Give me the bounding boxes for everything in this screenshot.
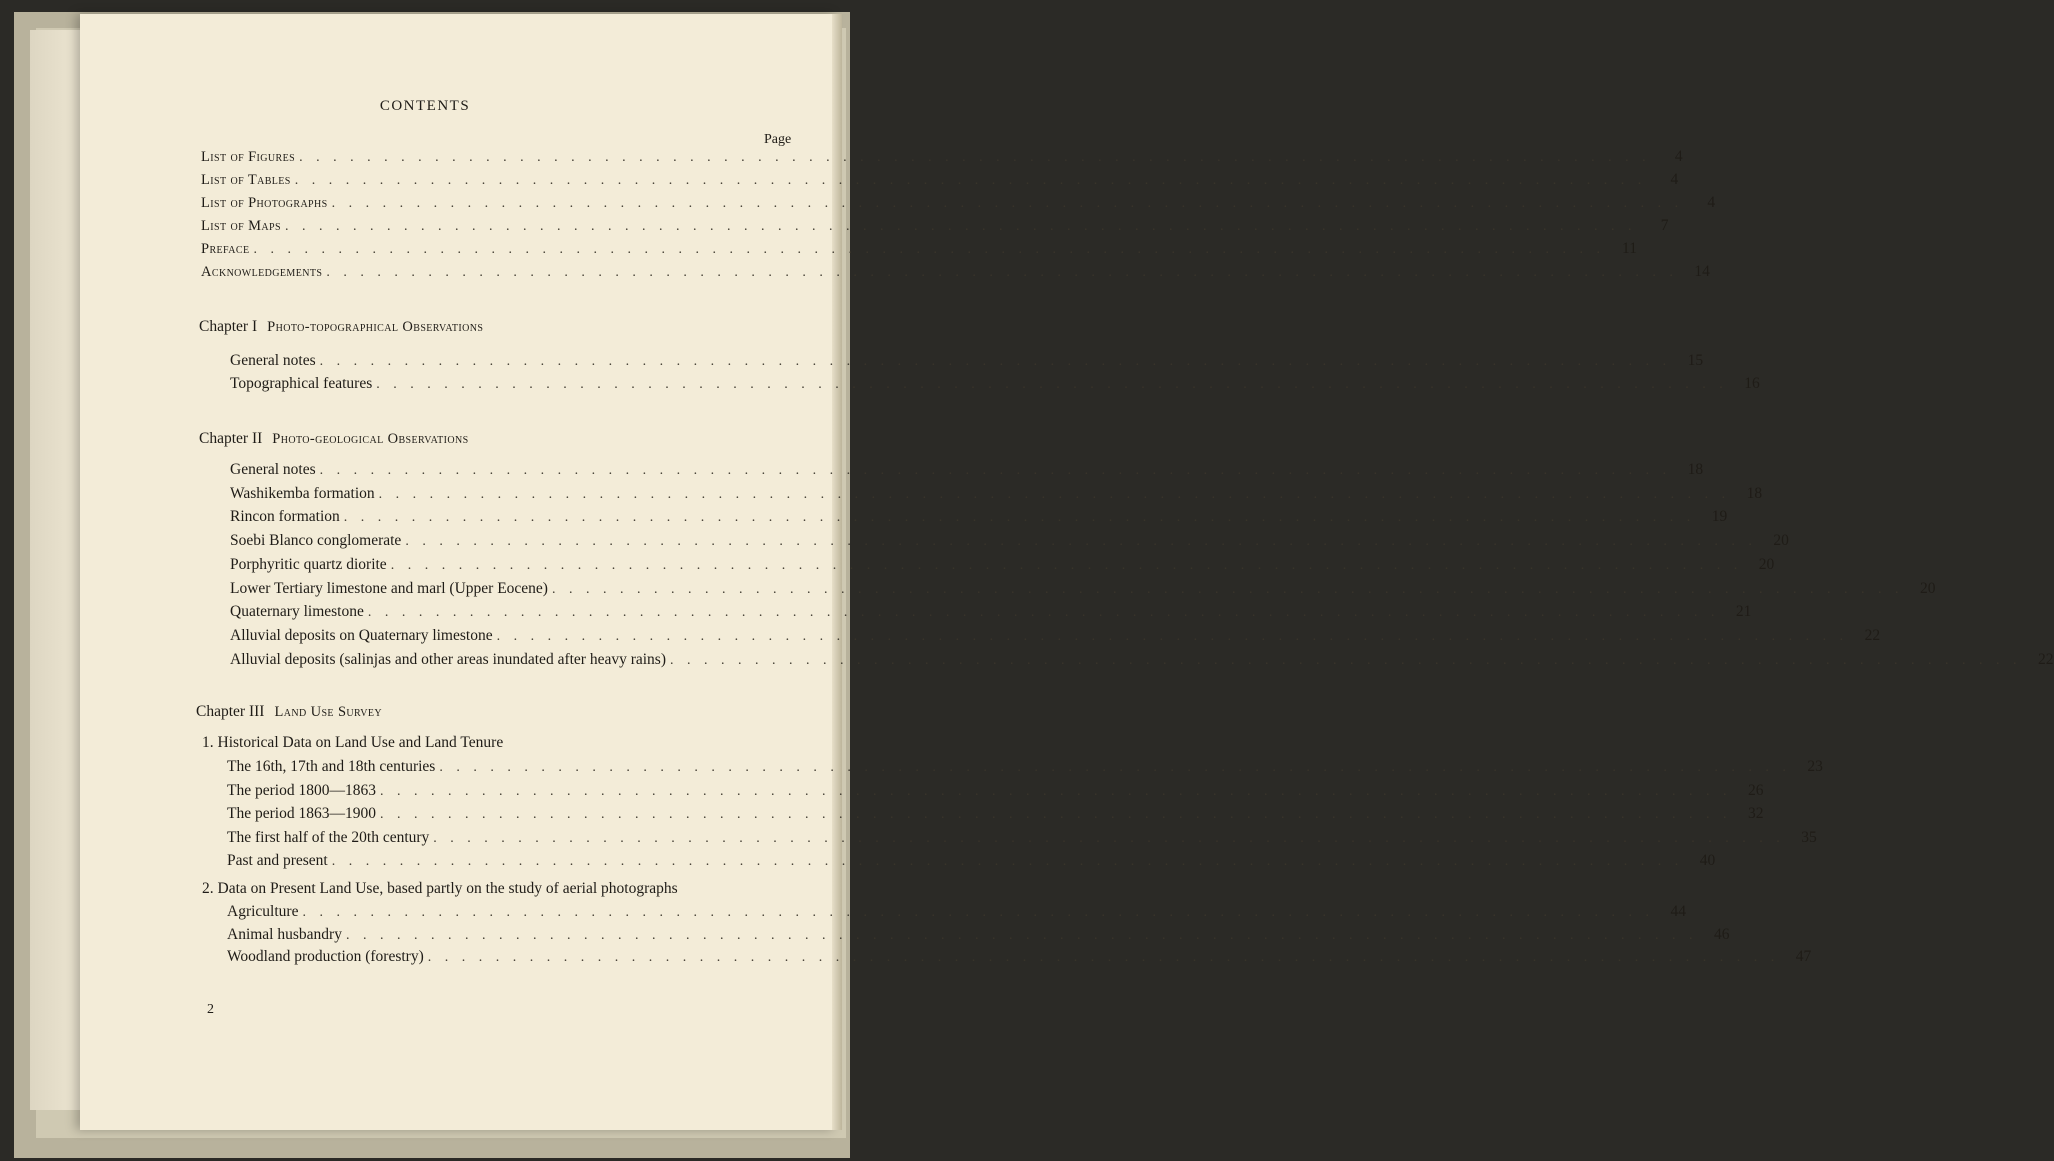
dot-leader: . . . . . . . . . . . . . . . . . . . . . . . . . . . . . . . . . . . . . . . . . . . . . . . . . . . . . . . . . . . . . . . . . . . . . . . . . . . . . . . . bbox=[299, 150, 1651, 165]
chapter-title: Land Use Survey bbox=[274, 704, 383, 720]
chapter-title: Photo-geological Observations bbox=[272, 431, 469, 447]
entry-title: The period 1800—1863 bbox=[227, 782, 376, 799]
front-matter-entry bbox=[201, 240, 1637, 262]
chapter-number: Chapter III bbox=[196, 703, 265, 720]
entry-page-number: 22 bbox=[1864, 627, 1881, 644]
entry-title: Animal husbandry bbox=[227, 926, 342, 943]
chapter-1-heading bbox=[199, 318, 483, 336]
entry-page-number: 14 bbox=[1694, 263, 1710, 280]
chapter-title: Photo-topographical Observations bbox=[267, 319, 484, 335]
chapter-3-heading bbox=[196, 703, 382, 721]
entry-title: List of Figures bbox=[201, 149, 296, 165]
chapter-number: Chapter I bbox=[199, 318, 258, 335]
entry-title: Quaternary limestone bbox=[230, 603, 364, 620]
section-2-entry bbox=[227, 926, 1730, 948]
entry-page-number: 20 bbox=[1773, 532, 1789, 549]
entry-title: Rincon formation bbox=[230, 508, 340, 525]
entry-title: Porphyritic quartz diorite bbox=[230, 556, 387, 573]
chapter-1-entry bbox=[230, 352, 1704, 374]
section-2-heading: 2. Data on Present Land Use, based partly on the study of aerial photographs bbox=[202, 880, 678, 897]
entry-page-number: 7 bbox=[1660, 217, 1669, 234]
entry-title: The first half of the 20th century bbox=[227, 829, 430, 846]
section-1-entry bbox=[227, 758, 1823, 780]
dot-leader: . . . . . . . . . . . . . . . . . . . . . . . . . . . . . . . . . . . . . . . . . . . . . . . . . . . . . . . . . . . . . . . . . . . . . . . . . . . . . . . . bbox=[367, 605, 1720, 620]
section-1-entry bbox=[227, 782, 1764, 804]
dot-leader: . . . . . . . . . . . . . . . . . . . . . . . . . . . . . . . . . . . . . . . . . . . . . . . . . . . . . . . . . . . . . . . . . . . . . . . . . . . . . . . . bbox=[378, 487, 1731, 502]
front-matter-entry bbox=[201, 171, 1679, 193]
dot-leader: . . . . . . . . . . . . . . . . . . . . . . . . . . . . . . . . . . . . . . . . . . . . . . . . . . . . . . . . . . . . . . . . . . . . . . . . . . . . . . . . bbox=[405, 534, 1757, 549]
entry-title: Alluvial deposits on Quaternary limestone bbox=[230, 627, 493, 644]
dot-leader: . . . . . . . . . . . . . . . . . . . . . . . . . . . . . . . . . . . . . . . . . . . . . . . . . . . . . . . . . . . . . . . . . . . . . . . . . . . . . . . . bbox=[390, 558, 1743, 573]
entry-title: Topographical features bbox=[230, 375, 373, 392]
entry-title: Agriculture bbox=[227, 903, 299, 920]
chapter-2-entry bbox=[230, 508, 1728, 530]
dot-leader: . . . . . . . . . . . . . . . . . . . . . . . . . . . . . . . . . . . . . . . . . . . . . . . . . . . . . . . . . . . . . . . . . . . . . . . . . . . . . . . . bbox=[343, 510, 1696, 525]
entry-page-number: 26 bbox=[1747, 782, 1764, 799]
entry-title: The period 1863—1900 bbox=[227, 805, 376, 822]
entry-page-number: 44 bbox=[1670, 903, 1686, 920]
entry-page-number: 15 bbox=[1687, 352, 1704, 369]
entry-page-number: 35 bbox=[1801, 829, 1817, 846]
dot-leader: . . . . . . . . . . . . . . . . . . . . . . . . . . . . . . . . . . . . . . . . . . . . . . . . . . . . . . . . . . . . . . . . . . . . . . . . . . . . . . . . bbox=[331, 854, 1684, 869]
entry-title: Acknowledgements bbox=[201, 264, 323, 280]
dot-leader: . . . . . . . . . . . . . . . . . . . . . . . . . . . . . . . . . . . . . . . . . . . . . . . . . . . . . . . . . . . . . . . . . . . . . . . . . . . . . . . . bbox=[326, 265, 1678, 280]
entry-title: General notes bbox=[230, 352, 316, 369]
entry-page-number: 23 bbox=[1807, 758, 1823, 775]
entry-title: List of Tables bbox=[201, 172, 291, 188]
entry-title: The 16th, 17th and 18th centuries bbox=[227, 758, 436, 775]
chapter-1-entry bbox=[230, 375, 1760, 397]
entry-title: Soebi Blanco conglomerate bbox=[230, 532, 402, 549]
dot-leader: . . . . . . . . . . . . . . . . . . . . . . . . . . . . . . . . . . . . . . . . . . . . . . . . . . . . . . . . . . . . . . . . . . . . . . . . . . . . . . . . bbox=[379, 807, 1732, 822]
dot-leader: . . . . . . . . . . . . . . . . . . . . . . . . . . . . . . . . . . . . . . . . . . . . . . . . . . . . . . . . . . . . . . . . . . . . . . . . . . . . . . . . bbox=[284, 219, 1637, 234]
dot-leader: . . . . . . . . . . . . . . . . . . . . . . . . . . . . . . . . . . . . . . . . . . . . . . . . . . . . . . . . . . . . . . . . . . . . . . . . . . . . . . . . bbox=[496, 629, 1849, 644]
section-2-entry bbox=[227, 903, 1686, 925]
entry-page-number: 47 bbox=[1795, 948, 1812, 965]
entry-title: Woodland production (forestry) bbox=[227, 948, 424, 965]
section-1-entry bbox=[227, 852, 1716, 874]
section-1-heading: 1. Historical Data on Land Use and Land Tenure bbox=[202, 734, 504, 751]
chapter-2-entry bbox=[230, 461, 1704, 483]
contents-heading: CONTENTS bbox=[379, 98, 471, 114]
page-column-header: Page bbox=[764, 132, 792, 147]
chapter-2-entry bbox=[230, 485, 1763, 507]
entry-page-number: 22 bbox=[2038, 651, 2054, 668]
chapter-2-entry bbox=[230, 580, 1936, 602]
dot-leader: . . . . . . . . . . . . . . . . . . . . . . . . . . . . . . . . . . . . . . . . . . . . . . . . . . . . . . . . . . . . . . . . . . . . . . . . . . . . . . . . bbox=[302, 905, 1654, 920]
page-number: 2 bbox=[207, 1002, 214, 1017]
dot-leader: . . . . . . . . . . . . . . . . . . . . . . . . . . . . . . . . . . . . . . . . . . . . . . . . . . . . . . . . . . . . . . . . . . . . . . . . . . . . . . . . bbox=[345, 928, 1698, 943]
dot-leader: . . . . . . . . . . . . . . . . . . . . . . . . . . . . . . . . . . . . . . . . . . . . . . . . . . . . . . . . . . . . . . . . . . . . . . . . . . . . . . . . bbox=[379, 784, 1732, 799]
front-matter-entry bbox=[201, 263, 1710, 285]
front-matter-entry bbox=[201, 194, 1716, 216]
chapter-2-entry bbox=[230, 532, 1789, 554]
dot-leader: . . . . . . . . . . . . . . . . . . . . . . . . . . . . . . . . . . . . . . . . . . . . . . . . . . . . . . . . . . . . . . . . . . . . . . . . . . . . . . . . bbox=[331, 196, 1684, 211]
entry-page-number: 4 bbox=[1707, 194, 1716, 211]
dot-leader: . . . . . . . . . . . . . . . . . . . . . . . . . . . . . . . . . . . . . . . . . . . . . . . . . . . . . . . . . . . . . . . . . . . . . . . . . . . . . . . . bbox=[253, 242, 1605, 257]
entry-page-number: 32 bbox=[1747, 805, 1764, 822]
entry-title: List of Photographs bbox=[201, 195, 328, 211]
front-matter-entry bbox=[201, 217, 1669, 239]
page-gutter bbox=[30, 30, 80, 1110]
chapter-2-entry bbox=[230, 651, 2054, 673]
chapter-2-entry bbox=[230, 556, 1775, 578]
entry-page-number: 18 bbox=[1687, 461, 1704, 478]
entry-page-number: 20 bbox=[1919, 580, 1936, 597]
entry-title: Lower Tertiary limestone and marl (Upper Eocene) bbox=[230, 580, 548, 597]
dot-leader: . . . . . . . . . . . . . . . . . . . . . . . . . . . . . . . . . . . . . . . . . . . . . . . . . . . . . . . . . . . . . . . . . . . . . . . . . . . . . . . . bbox=[439, 760, 1791, 775]
section-1-entry bbox=[227, 805, 1764, 827]
entry-page-number: 18 bbox=[1746, 485, 1763, 502]
section-1-entry bbox=[227, 829, 1817, 851]
chapter-2-entry bbox=[230, 627, 1881, 649]
section-2-entry bbox=[227, 948, 1812, 970]
dot-leader: . . . . . . . . . . . . . . . . . . . . . . . . . . . . . . . . . . . . . . . . . . . . . . . . . . . . . . . . . . . . . . . . . . . . . . . . . . . . . . . . bbox=[433, 831, 1785, 846]
dot-leader: . . . . . . . . . . . . . . . . . . . . . . . . . . . . . . . . . . . . . . . . . . . . . . . . . . . . . . . . . . . . . . . . . . . . . . . . . . . . . . . . bbox=[427, 950, 1780, 965]
chapter-2-heading bbox=[199, 430, 469, 448]
front-matter-entry bbox=[201, 148, 1683, 170]
dot-leader: . . . . . . . . . . . . . . . . . . . . . . . . . . . . . . . . . . . . . . . . . . . . . . . . . . . . . . . . . . . . . . . . . . . . . . . . . . . . . . . . bbox=[294, 173, 1647, 188]
dot-leader: . . . . . . . . . . . . . . . . . . . . . . . . . . . . . . . . . . . . . . . . . . . . . . . . . . . . . . . . . . . . . . . . . . . . . . . . . . . . . . . . bbox=[551, 582, 1904, 597]
entry-page-number: 46 bbox=[1713, 926, 1730, 943]
dot-leader: . . . . . . . . . . . . . . . . . . . . . . . . . . . . . . . . . . . . . . . . . . . . . . . . . . . . . . . . . . . . . . . . . . . . . . . . . . . . . . . . bbox=[319, 463, 1672, 478]
entry-page-number: 21 bbox=[1735, 603, 1752, 620]
entry-title: General notes bbox=[230, 461, 316, 478]
entry-title: Alluvial deposits (salinjas and other areas inundated after heavy rains) bbox=[230, 651, 667, 668]
dot-leader: . . . . . . . . . . . . . . . . . . . . . . . . . . . . . . . . . . . . . . . . . . . . . . . . . . . . . . . . . . . . . . . . . . . . . . . . . . . . . . . . bbox=[319, 354, 1672, 369]
entry-page-number: 11 bbox=[1622, 240, 1637, 257]
entry-page-number: 4 bbox=[1670, 171, 1679, 188]
entry-page-number: 4 bbox=[1674, 148, 1683, 165]
entry-title: Past and present bbox=[227, 852, 328, 869]
entry-title: List of Maps bbox=[201, 218, 281, 234]
entry-page-number: 20 bbox=[1758, 556, 1775, 573]
entry-page-number: 16 bbox=[1744, 375, 1760, 392]
entry-title: Washikemba formation bbox=[230, 485, 375, 502]
entry-title: Preface bbox=[201, 241, 250, 257]
dot-leader: . . . . . . . . . . . . . . . . . . . . . . . . . . . . . . . . . . . . . . . . . . . . . . . . . . . . . . . . . . . . . . . . . . . . . . . . . . . . . . . . bbox=[670, 653, 2022, 668]
entry-page-number: 40 bbox=[1699, 852, 1716, 869]
entry-page-number: 19 bbox=[1711, 508, 1728, 525]
chapter-2-entry bbox=[230, 603, 1752, 625]
chapter-number: Chapter II bbox=[199, 430, 263, 447]
dot-leader: . . . . . . . . . . . . . . . . . . . . . . . . . . . . . . . . . . . . . . . . . . . . . . . . . . . . . . . . . . . . . . . . . . . . . . . . . . . . . . . . bbox=[376, 377, 1728, 392]
